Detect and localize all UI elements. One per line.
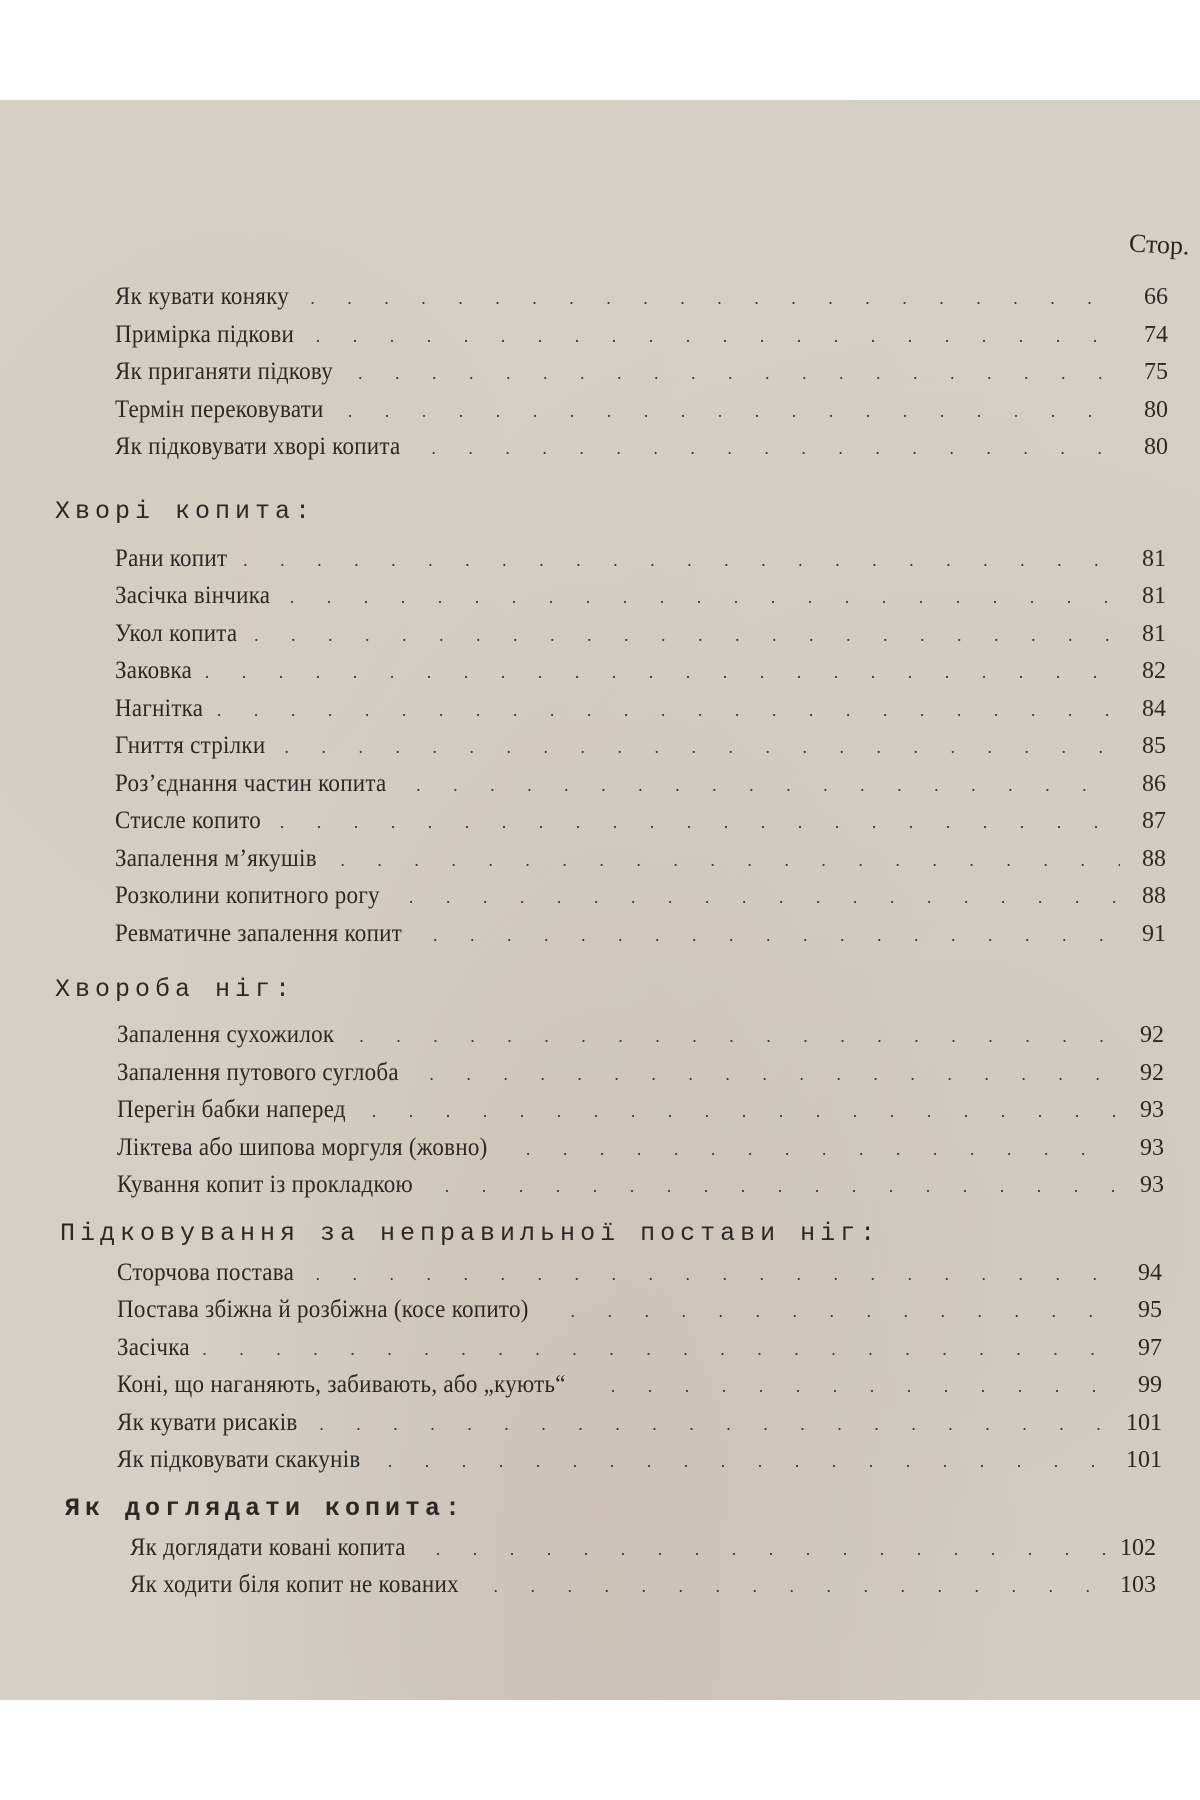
- toc-section-improper-stance: [0, 1214, 1200, 1479]
- entry-page: 81: [1142, 583, 1166, 609]
- toc-entry: [0, 1291, 1200, 1329]
- toc-entry: [0, 1166, 1200, 1204]
- dot-leader: [205, 654, 1120, 692]
- entry-page: 93: [1140, 1097, 1164, 1123]
- entry-title: Запалення путового суглоба: [117, 1058, 399, 1086]
- entry-title: Термін перековувати: [115, 395, 324, 423]
- entry-page: 101: [1126, 1409, 1162, 1436]
- dot-leader: [570, 1293, 1116, 1331]
- dot-leader: [285, 729, 1120, 767]
- entry-page: 103: [1120, 1572, 1156, 1598]
- entry-page: 88: [1142, 883, 1166, 909]
- dot-leader: [243, 542, 1120, 580]
- entry-page: 86: [1142, 770, 1166, 797]
- entry-page: 88: [1142, 845, 1166, 872]
- toc-entry: [0, 1566, 1200, 1604]
- toc-entry: [0, 727, 1200, 765]
- toc-entry: [0, 615, 1200, 653]
- entry-page: 92: [1140, 1059, 1164, 1086]
- dot-leader: [316, 318, 1122, 356]
- toc-entry: [0, 1254, 1200, 1292]
- toc-section-shoeing: [0, 278, 1200, 466]
- entry-title: Коні, що наганяють, забивають, або „кують“: [117, 1371, 566, 1398]
- dot-leader: [493, 1568, 1110, 1606]
- dot-leader: [348, 393, 1122, 431]
- entry-title: Як ходити біля копит не кованих: [130, 1571, 459, 1598]
- toc-section-leg-diseases: [0, 970, 1200, 1204]
- entry-page: 91: [1142, 920, 1166, 947]
- entry-title: Примірка підкови: [115, 320, 295, 348]
- entry-title: Сторчова постава: [117, 1258, 295, 1286]
- entry-title: Запалення м’якушів: [115, 844, 317, 872]
- entry-title: Запалення сухожилок: [117, 1021, 335, 1048]
- entry-title: Роз’єднання частин копита: [115, 769, 387, 797]
- section-heading: Як доглядати копита:: [65, 1493, 466, 1523]
- entry-page: 74: [1144, 321, 1168, 348]
- entry-page: 95: [1138, 1297, 1162, 1323]
- toc-entry: [0, 353, 1200, 391]
- toc-entry: [0, 316, 1200, 354]
- dot-leader: [429, 1056, 1118, 1094]
- toc-entry: [0, 802, 1200, 840]
- dot-leader: [254, 617, 1120, 655]
- entry-page: 66: [1144, 284, 1168, 310]
- section-heading: Підковування за неправильної постави ніг:: [60, 1218, 881, 1248]
- entry-page: 80: [1144, 434, 1168, 460]
- dot-leader: [290, 579, 1120, 617]
- entry-page: 101: [1126, 1447, 1162, 1473]
- toc-entry: [0, 540, 1200, 578]
- page-column-label: Стор.: [1128, 228, 1191, 261]
- entry-page: 84: [1142, 695, 1166, 722]
- book-page: [0, 100, 1200, 1700]
- entry-page: 85: [1142, 733, 1166, 759]
- entry-title: Ревматичне запалення копит: [115, 919, 403, 947]
- toc-entry: [0, 278, 1200, 316]
- section-heading: Хворі копита:: [55, 496, 316, 526]
- toc-entry: [0, 428, 1200, 466]
- dot-leader: [433, 917, 1120, 955]
- dot-leader: [611, 1368, 1116, 1406]
- entry-page: 81: [1142, 545, 1166, 572]
- dot-leader: [358, 355, 1122, 393]
- dot-leader: [316, 1256, 1116, 1294]
- entry-title: Як підковувати хворі копита: [115, 433, 401, 460]
- entry-title: Гниття стрілки: [115, 732, 266, 759]
- dot-leader: [319, 1406, 1116, 1444]
- entry-page: 92: [1140, 1022, 1164, 1048]
- toc-entry: [0, 1054, 1200, 1092]
- entry-title: Як кувати коняку: [115, 283, 290, 310]
- toc-entry: [0, 391, 1200, 429]
- dot-leader: [217, 692, 1120, 730]
- entry-title: Постава збіжна й розбіжна (косе копито): [117, 1296, 529, 1323]
- toc-entry: [0, 1529, 1200, 1567]
- toc-entry: [0, 1404, 1200, 1442]
- dot-leader: [280, 804, 1120, 842]
- entry-title: Укол копита: [115, 619, 238, 647]
- entry-page: 99: [1138, 1372, 1162, 1398]
- dot-leader: [436, 1531, 1110, 1569]
- entry-page: 80: [1144, 396, 1168, 423]
- entry-title: Кування копит із прокладкою: [117, 1171, 413, 1198]
- entry-title: Нагнітка: [115, 694, 204, 722]
- section-heading: Хвороба ніг:: [55, 975, 296, 1004]
- entry-title: Як доглядати ковані копита: [130, 1533, 406, 1561]
- entry-page: 94: [1138, 1259, 1162, 1286]
- entry-title: Перегін бабки наперед: [117, 1096, 346, 1123]
- toc-entry: [0, 1329, 1200, 1367]
- entry-page: 97: [1138, 1334, 1162, 1361]
- entry-page: 93: [1140, 1134, 1164, 1161]
- dot-leader: [310, 280, 1122, 318]
- toc-entry: [0, 877, 1200, 915]
- entry-page: 102: [1120, 1534, 1156, 1561]
- toc-section-diseased-hooves: [0, 492, 1200, 953]
- dot-leader: [409, 879, 1120, 917]
- table-of-contents: [0, 278, 1200, 1604]
- toc-entry: [0, 1441, 1200, 1479]
- dot-leader: [388, 1443, 1116, 1481]
- toc-entry: [0, 765, 1200, 803]
- entry-title: Як кувати рисаків: [117, 1408, 298, 1436]
- toc-entry: [0, 1366, 1200, 1404]
- toc-entry: [0, 1129, 1200, 1167]
- dot-leader: [526, 1131, 1118, 1169]
- entry-page: 81: [1142, 620, 1166, 647]
- toc-entry: [0, 577, 1200, 615]
- entry-title: Як підковувати скакунів: [117, 1446, 361, 1473]
- entry-page: 82: [1142, 658, 1166, 684]
- dot-leader: [445, 1168, 1118, 1206]
- toc-entry: [0, 1091, 1200, 1129]
- entry-title: Стисле копито: [115, 807, 262, 834]
- entry-title: Як приганяти підкову: [115, 358, 334, 385]
- entry-page: 93: [1140, 1172, 1164, 1198]
- dot-leader: [372, 1093, 1118, 1131]
- entry-page: 87: [1142, 808, 1166, 834]
- dot-leader: [340, 842, 1120, 880]
- entry-title: Ліктева або шипова моргуля (жовно): [117, 1133, 488, 1161]
- entry-title: Рани копит: [115, 544, 228, 572]
- dot-leader: [202, 1331, 1116, 1369]
- toc-section-hoof-care: [0, 1489, 1200, 1604]
- entry-title: Засічка вінчика: [115, 582, 271, 609]
- toc-entry: [0, 1016, 1200, 1054]
- toc-entry: [0, 690, 1200, 728]
- dot-leader: [416, 767, 1120, 805]
- toc-entry: [0, 840, 1200, 878]
- dot-leader: [431, 430, 1122, 468]
- entry-page: 75: [1144, 359, 1168, 385]
- toc-entry: [0, 652, 1200, 690]
- entry-title: Засічка: [117, 1333, 190, 1361]
- entry-title: Розколини копитного рогу: [115, 882, 380, 909]
- toc-entry: [0, 915, 1200, 953]
- entry-title: Заковка: [115, 657, 193, 684]
- dot-leader: [359, 1018, 1118, 1056]
